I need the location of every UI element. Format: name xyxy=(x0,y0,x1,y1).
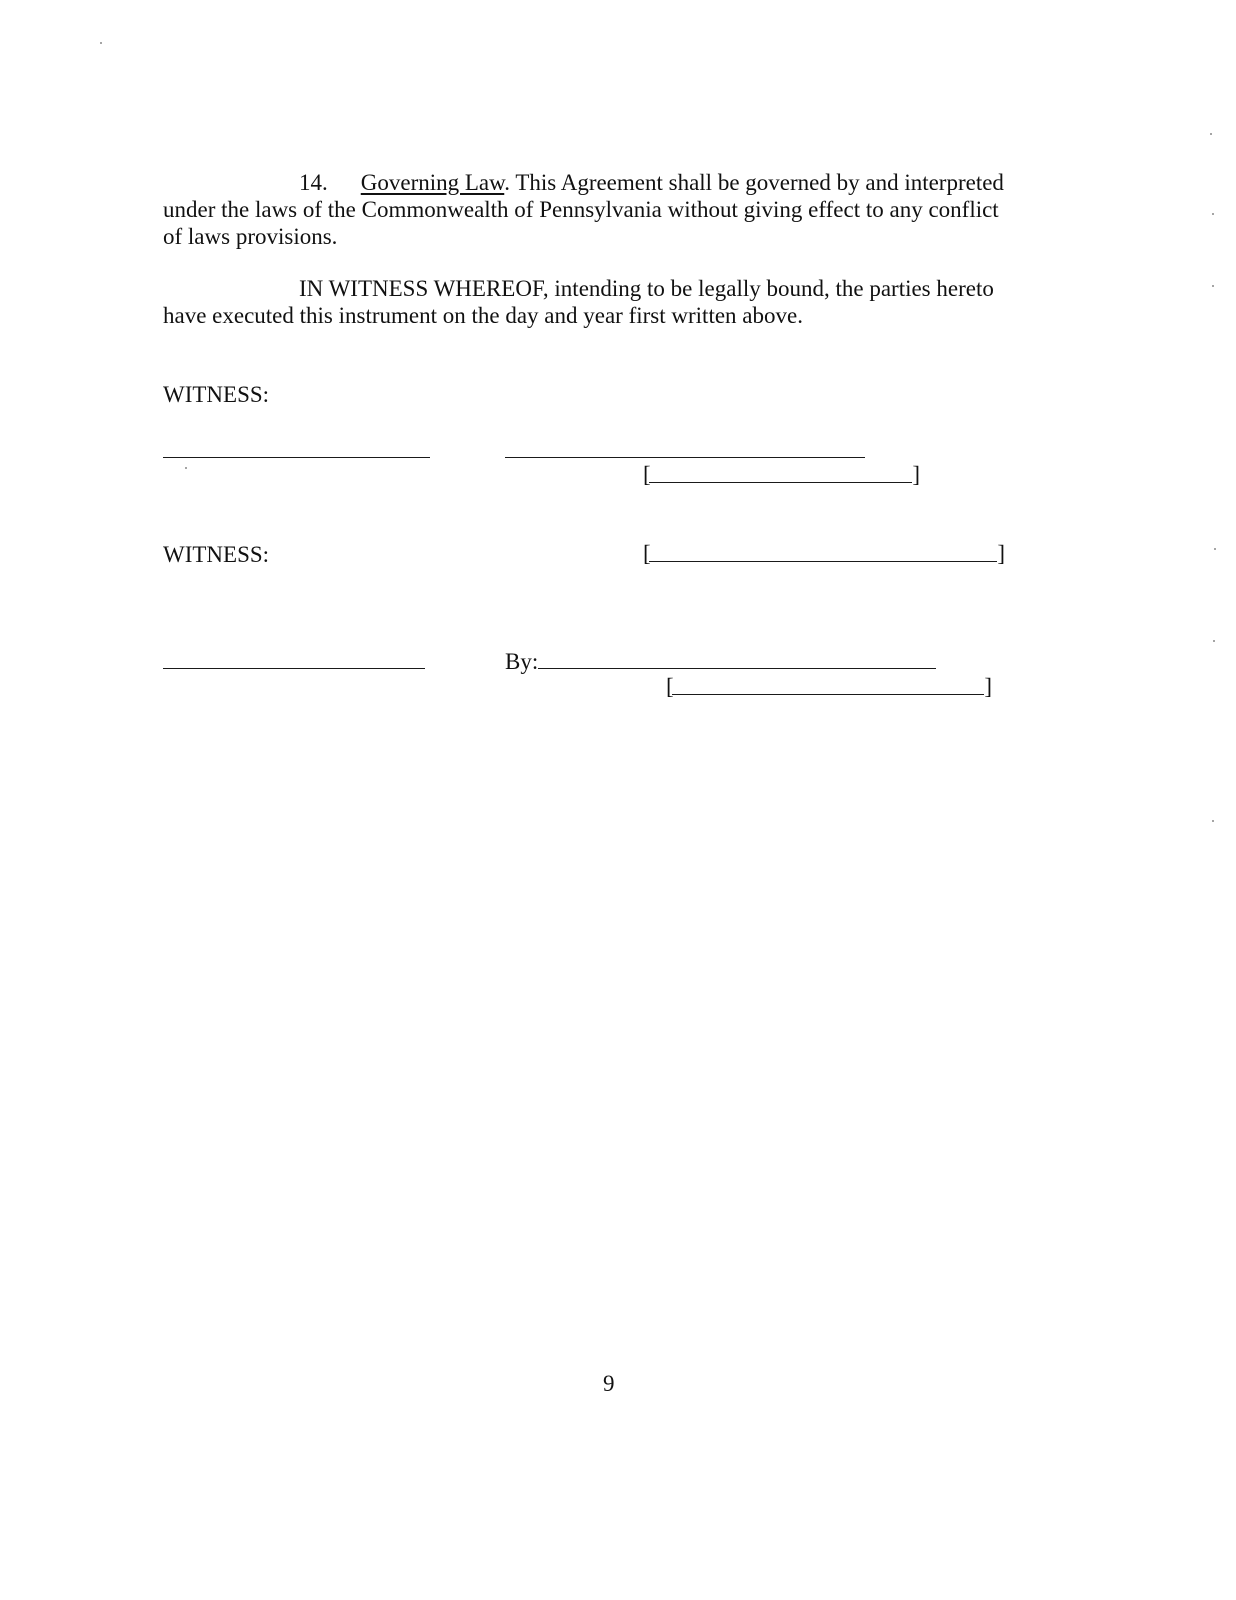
scan-speck xyxy=(1214,548,1216,550)
witness-label-1: WITNESS: xyxy=(163,382,270,407)
bracket-close: ] xyxy=(997,541,1005,566)
party-1-name-field xyxy=(643,463,920,487)
scan-speck xyxy=(1212,285,1214,287)
witness-2-signature-line xyxy=(163,668,425,669)
entity-blank-line xyxy=(649,561,997,562)
bracket-close: ] xyxy=(912,462,920,487)
witness-1-signature-line xyxy=(163,457,430,458)
name-blank-line xyxy=(672,694,984,695)
page-number: 9 xyxy=(603,1371,615,1396)
party-2-entity-field xyxy=(643,542,1005,566)
by-label: By: xyxy=(505,649,539,674)
scan-speck xyxy=(1213,640,1215,642)
party-2-name-field xyxy=(666,675,992,699)
bracket-open: [ xyxy=(666,674,674,699)
scan-speck xyxy=(1210,133,1212,135)
witness-clause-line-1 xyxy=(163,275,1063,302)
party-1-signature-line xyxy=(505,457,865,458)
section-14-line-2: under the laws of the Commonwealth of Pennsylvania without giving effect to any conflict xyxy=(163,197,999,222)
section-number: 14. xyxy=(299,170,328,195)
bracket-open: [ xyxy=(643,462,651,487)
scan-speck xyxy=(1212,213,1214,215)
bracket-open: [ xyxy=(643,541,651,566)
section-line-1-text: . This Agreement shall be governed by and interpreted xyxy=(504,170,1004,195)
section-heading: Governing Law xyxy=(360,170,505,195)
scan-speck xyxy=(100,42,102,44)
witness-label-2: WITNESS: xyxy=(163,542,270,567)
witness-clause-text-1: IN WITNESS WHEREOF, intending to be legally bound, the parties hereto xyxy=(299,276,994,301)
scan-speck xyxy=(185,467,187,469)
party-2-signature-line xyxy=(538,668,936,669)
name-blank-line xyxy=(649,482,912,483)
scan-speck xyxy=(1212,820,1214,822)
section-14-line-1 xyxy=(163,169,1063,196)
bracket-close: ] xyxy=(984,674,992,699)
section-14-line-3: of laws provisions. xyxy=(163,224,338,249)
witness-clause-line-2: have executed this instrument on the day and year first written above. xyxy=(163,303,803,328)
